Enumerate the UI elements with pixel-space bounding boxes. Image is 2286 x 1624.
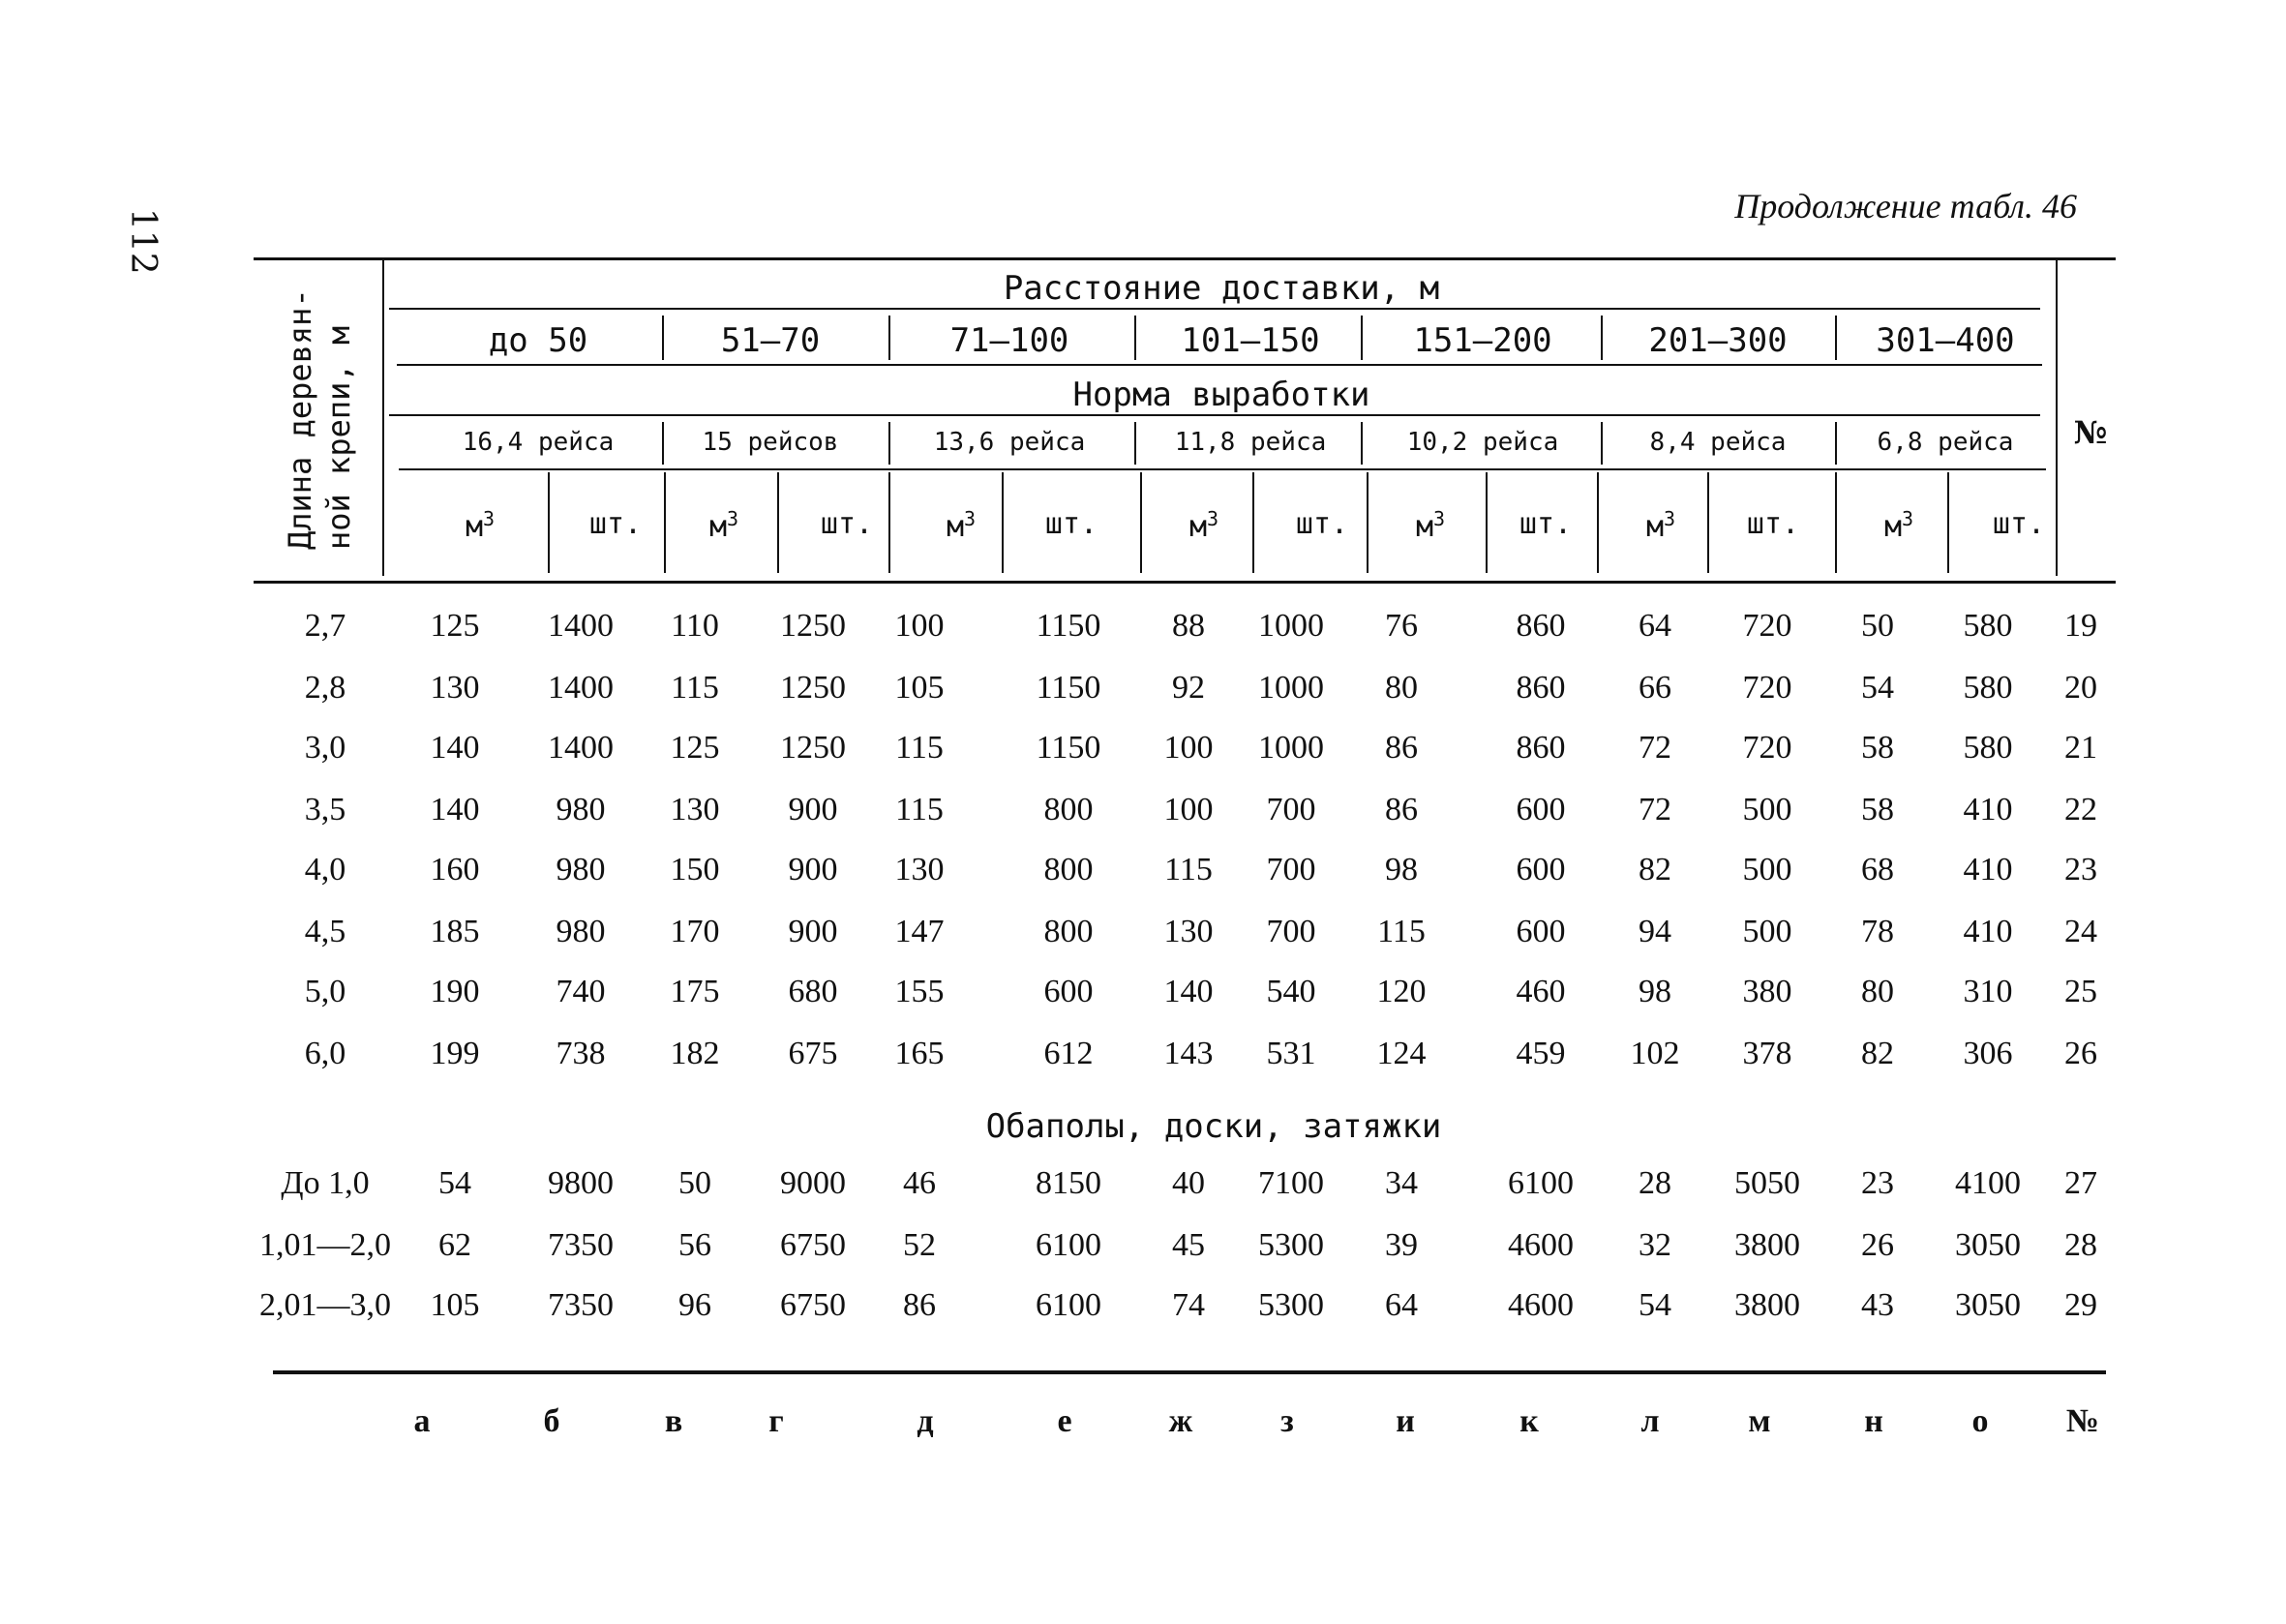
trips-divider [888, 422, 890, 465]
unit-divider [1707, 472, 1709, 573]
unit-divider [1835, 472, 1837, 573]
table-cell: 740 [556, 974, 606, 1009]
table-cell: 600 [1516, 914, 1566, 949]
unit-divider [1597, 472, 1599, 573]
distance-divider [1835, 316, 1837, 360]
table-cell: 980 [556, 792, 606, 827]
table-cell: 54 [438, 1165, 471, 1201]
norm-underline [389, 414, 2040, 416]
distance-divider [662, 316, 664, 360]
trips-count: 10,2 рейса [1406, 428, 1559, 457]
distance-divider [1601, 316, 1603, 360]
trips-count: 6,8 рейса [1877, 428, 2014, 457]
trips-divider [1361, 422, 1363, 465]
table-cell: 160 [430, 852, 480, 887]
distance-header: Расстояние доставки, м [1003, 269, 1440, 308]
distance-range: 151—200 [1413, 321, 1552, 360]
table-cell: 6750 [780, 1287, 846, 1323]
table-cell: 130 [1163, 914, 1214, 949]
table-cell: 140 [430, 730, 480, 766]
unit-pieces: шт. [588, 507, 643, 541]
row-length: 3,5 [304, 792, 346, 827]
table-cell: 50 [1861, 608, 1894, 644]
table-cell: 50 [678, 1165, 711, 1201]
table-cell: 700 [1266, 914, 1316, 949]
table-cell: 1000 [1258, 730, 1324, 766]
table-cell: 1250 [780, 670, 846, 706]
table-cell: 3800 [1734, 1287, 1800, 1323]
table-cell: 96 [678, 1287, 711, 1323]
table-cell: 62 [438, 1227, 471, 1263]
table-cell: 6100 [1508, 1165, 1574, 1201]
table-cell: 800 [1043, 914, 1094, 949]
table-cell: 46 [903, 1165, 936, 1201]
row-number: 23 [2064, 852, 2097, 887]
table-cell: 185 [430, 914, 480, 949]
table-cell: 4100 [1955, 1165, 2021, 1201]
row-length: 2,7 [304, 608, 346, 644]
table-cell: 580 [1963, 608, 2013, 644]
table-cell: 58 [1861, 792, 1894, 827]
table-cell: 39 [1385, 1227, 1418, 1263]
table-cell: 155 [894, 974, 945, 1009]
distance-range: до 50 [488, 321, 588, 360]
unit-m3: $м^3$ [1883, 507, 1914, 544]
table-cell: 100 [1163, 730, 1214, 766]
table-cell: 115 [1164, 852, 1213, 887]
table-cell: 143 [1163, 1036, 1214, 1071]
table-cell: 1250 [780, 608, 846, 644]
unit-pieces: шт. [1295, 507, 1349, 541]
column-letter: ж [1168, 1403, 1193, 1439]
unit-pieces: шт. [1519, 507, 1573, 541]
table-cell: 43 [1861, 1287, 1894, 1323]
distance-range: 301—400 [1876, 321, 2015, 360]
column-letter: з [1280, 1403, 1294, 1439]
table-cell: 140 [430, 792, 480, 827]
table-cell: 182 [670, 1036, 720, 1071]
table-cell: 80 [1861, 974, 1894, 1009]
table-cell: 100 [1163, 792, 1214, 827]
table-cell: 600 [1043, 974, 1094, 1009]
table-cell: 26 [1861, 1227, 1894, 1263]
table-cell: 130 [670, 792, 720, 827]
table-cell: 23 [1861, 1165, 1894, 1201]
table-cell: 4600 [1508, 1287, 1574, 1323]
table-cell: 5050 [1734, 1165, 1800, 1201]
unit-divider [1486, 472, 1488, 573]
section-title: Обаполы, доски, затяжки [985, 1107, 1442, 1146]
table-cell: 124 [1376, 1036, 1427, 1071]
distance-divider [888, 316, 890, 360]
unit-divider [777, 472, 779, 573]
trips-count: 15 рейсов [702, 428, 839, 457]
column-letter: № [2065, 1403, 2100, 1439]
table-cell: 6100 [1036, 1287, 1101, 1323]
table-cell: 9000 [780, 1165, 846, 1201]
table-cell: 738 [556, 1036, 606, 1071]
table-cell: 28 [1639, 1165, 1671, 1201]
table-cell: 100 [894, 608, 945, 644]
row-header-divider [382, 257, 384, 576]
column-letter: а [413, 1403, 431, 1439]
table-cell: 980 [556, 852, 606, 887]
table-cell: 56 [678, 1227, 711, 1263]
table-cell: 82 [1861, 1036, 1894, 1071]
trips-count: 16,4 рейса [462, 428, 615, 457]
table-cell: 612 [1043, 1036, 1094, 1071]
row-number: 20 [2064, 670, 2097, 706]
unit-divider [1947, 472, 1949, 573]
table-cell: 531 [1266, 1036, 1316, 1071]
table-cell: 4600 [1508, 1227, 1574, 1263]
table-cell: 900 [788, 792, 838, 827]
row-length: 2,8 [304, 670, 346, 706]
table-cell: 1400 [548, 608, 614, 644]
row-header-label: Длина деревян- ной крепи, м [282, 288, 357, 550]
table-cell: 130 [430, 670, 480, 706]
row-number: 19 [2064, 608, 2097, 644]
table-cell: 900 [788, 852, 838, 887]
table-cell: 980 [556, 914, 606, 949]
table-cell: 150 [670, 852, 720, 887]
table-cell: 700 [1266, 792, 1316, 827]
column-letter: е [1057, 1403, 1072, 1439]
table-cell: 6100 [1036, 1227, 1101, 1263]
table-cell: 115 [895, 792, 944, 827]
table-cell: 1400 [548, 670, 614, 706]
trips-count: 13,6 рейса [933, 428, 1086, 457]
table-cell: 45 [1172, 1227, 1205, 1263]
table-cell: 64 [1639, 608, 1671, 644]
distance-range: 201—300 [1648, 321, 1788, 360]
row-number: 29 [2064, 1287, 2097, 1323]
table-cell: 115 [671, 670, 719, 706]
row-number: 28 [2064, 1227, 2097, 1263]
table-cell: 86 [903, 1287, 936, 1323]
row-length: 3,0 [304, 730, 346, 766]
page-number: 112 [123, 208, 163, 275]
row-number: 26 [2064, 1036, 2097, 1071]
table-cell: 900 [788, 914, 838, 949]
table-cell: 8150 [1036, 1165, 1101, 1201]
table-cell: 306 [1963, 1036, 2013, 1071]
number-col-header: № [2073, 414, 2108, 451]
table-cell: 860 [1516, 670, 1566, 706]
row-number: 24 [2064, 914, 2097, 949]
table-cell: 125 [430, 608, 480, 644]
table-cell: 32 [1639, 1227, 1671, 1263]
row-length: 1,01—2,0 [259, 1227, 391, 1263]
table-cell: 410 [1963, 914, 2013, 949]
table-cell: 540 [1266, 974, 1316, 1009]
table-cell: 1150 [1036, 670, 1101, 706]
table-cell: 110 [671, 608, 719, 644]
table-cell: 500 [1742, 852, 1792, 887]
table-cell: 7350 [548, 1287, 614, 1323]
table-cell: 82 [1639, 852, 1671, 887]
table-cell: 86 [1385, 730, 1418, 766]
table-cell: 72 [1639, 792, 1671, 827]
table-cell: 140 [1163, 974, 1214, 1009]
table-cell: 40 [1172, 1165, 1205, 1201]
unit-m3: $м^3$ [1415, 507, 1446, 544]
table-cell: 125 [670, 730, 720, 766]
table-cell: 165 [894, 1036, 945, 1071]
column-letter: л [1640, 1403, 1660, 1439]
unit-m3: $м^3$ [1188, 507, 1219, 544]
table-cell: 860 [1516, 608, 1566, 644]
table-cell: 9800 [548, 1165, 614, 1201]
column-letter: н [1864, 1403, 1883, 1439]
column-letter: м [1748, 1403, 1771, 1439]
row-number: 25 [2064, 974, 2097, 1009]
unit-divider [888, 472, 890, 573]
table-cell: 5300 [1258, 1287, 1324, 1323]
table-cell: 410 [1963, 852, 2013, 887]
table-cell: 500 [1742, 914, 1792, 949]
unit-pieces: шт. [820, 507, 874, 541]
trips-divider [1835, 422, 1837, 465]
table-cell: 105 [894, 670, 945, 706]
table-cell: 58 [1861, 730, 1894, 766]
unit-pieces: шт. [1746, 507, 1800, 541]
table-cell: 52 [903, 1227, 936, 1263]
table-cell: 580 [1963, 730, 2013, 766]
table-cell: 78 [1861, 914, 1894, 949]
table-cell: 720 [1742, 730, 1792, 766]
table-cell: 115 [895, 730, 944, 766]
unit-pieces: шт. [1992, 507, 2046, 541]
row-number: 22 [2064, 792, 2097, 827]
table-cell: 190 [430, 974, 480, 1009]
column-letter: б [543, 1403, 560, 1439]
table-cell: 175 [670, 974, 720, 1009]
table-cell: 860 [1516, 730, 1566, 766]
table-cell: 580 [1963, 670, 2013, 706]
table-cell: 1000 [1258, 670, 1324, 706]
table-cell: 7350 [548, 1227, 614, 1263]
table-cell: 1250 [780, 730, 846, 766]
table-cell: 86 [1385, 792, 1418, 827]
table-cell: 74 [1172, 1287, 1205, 1323]
row-length: 2,01—3,0 [259, 1287, 391, 1323]
table-cell: 68 [1861, 852, 1894, 887]
column-letter: г [768, 1403, 784, 1439]
unit-divider [1140, 472, 1142, 573]
table-cell: 700 [1266, 852, 1316, 887]
table-cell: 720 [1742, 670, 1792, 706]
unit-divider [1252, 472, 1254, 573]
table-cell: 1150 [1036, 730, 1101, 766]
distance-divider [1361, 316, 1363, 360]
table-cell: 410 [1963, 792, 2013, 827]
table-cell: 459 [1516, 1036, 1566, 1071]
unit-divider [664, 472, 666, 573]
unit-m3: $м^3$ [946, 507, 977, 544]
distance-range: 71—100 [949, 321, 1069, 360]
table-cell: 66 [1639, 670, 1671, 706]
column-letter: и [1396, 1403, 1415, 1439]
trips-divider [662, 422, 664, 465]
table-cell: 102 [1630, 1036, 1680, 1071]
distance-range: 101—150 [1181, 321, 1320, 360]
table-cell: 76 [1385, 608, 1418, 644]
table-cell: 600 [1516, 852, 1566, 887]
table-cell: 34 [1385, 1165, 1418, 1201]
unit-pieces: шт. [1044, 507, 1098, 541]
trips-divider [1601, 422, 1603, 465]
unit-divider [1367, 472, 1369, 573]
row-length: 5,0 [304, 974, 346, 1009]
table-cell: 3050 [1955, 1227, 2021, 1263]
table-cell: 64 [1385, 1287, 1418, 1323]
table-cell: 720 [1742, 608, 1792, 644]
row-length: 4,5 [304, 914, 346, 949]
table-cell: 115 [1377, 914, 1426, 949]
table-cell: 72 [1639, 730, 1671, 766]
table-cell: 6750 [780, 1227, 846, 1263]
table-cell: 378 [1742, 1036, 1792, 1071]
unit-m3: $м^3$ [1645, 507, 1676, 544]
table-cell: 105 [430, 1287, 480, 1323]
table-cell: 130 [894, 852, 945, 887]
table-cell: 80 [1385, 670, 1418, 706]
table-cell: 680 [788, 974, 838, 1009]
table-cell: 94 [1639, 914, 1671, 949]
number-col-divider [2056, 257, 2058, 576]
table-cell: 800 [1043, 792, 1094, 827]
table-bottom-rule [273, 1370, 2106, 1374]
column-letter: в [664, 1403, 683, 1439]
unit-divider [1002, 472, 1004, 573]
trips-count: 11,8 рейса [1174, 428, 1327, 457]
column-letter: к [1519, 1403, 1539, 1439]
table-top-rule [254, 257, 2116, 260]
table-cell: 120 [1376, 974, 1427, 1009]
table-cell: 7100 [1258, 1165, 1324, 1201]
table-cell: 147 [894, 914, 945, 949]
trips-group-rule [399, 468, 2046, 470]
row-length: 4,0 [304, 852, 346, 887]
distance-range: 51—70 [720, 321, 821, 360]
unit-m3: $м^3$ [465, 507, 496, 544]
distance-underline [389, 308, 2040, 310]
row-length: 6,0 [304, 1036, 346, 1071]
unit-m3: $м^3$ [708, 507, 739, 544]
table-cell: 54 [1861, 670, 1894, 706]
table-cell: 800 [1043, 852, 1094, 887]
table-cell: 54 [1639, 1287, 1671, 1323]
table-cell: 1150 [1036, 608, 1101, 644]
table-cell: 98 [1385, 852, 1418, 887]
table-caption: Продолжение табл. 46 [1734, 187, 2077, 226]
table-cell: 3050 [1955, 1287, 2021, 1323]
table-cell: 500 [1742, 792, 1792, 827]
distance-divider [1134, 316, 1136, 360]
table-cell: 675 [788, 1036, 838, 1071]
table-cell: 5300 [1258, 1227, 1324, 1263]
column-letter: о [1971, 1403, 1989, 1439]
table-cell: 3800 [1734, 1227, 1800, 1263]
distance-group-rule [397, 364, 2042, 366]
table-cell: 380 [1742, 974, 1792, 1009]
table-cell: 1000 [1258, 608, 1324, 644]
table-cell: 460 [1516, 974, 1566, 1009]
table-cell: 1400 [548, 730, 614, 766]
trips-count: 8,4 рейса [1649, 428, 1787, 457]
table-cell: 170 [670, 914, 720, 949]
table-cell: 92 [1172, 670, 1205, 706]
norm-header: Норма выработки [1072, 376, 1370, 414]
column-letter: д [917, 1403, 934, 1439]
header-bottom-rule [254, 581, 2116, 584]
unit-divider [548, 472, 550, 573]
table-cell: 88 [1172, 608, 1205, 644]
table-cell: 98 [1639, 974, 1671, 1009]
table-cell: 600 [1516, 792, 1566, 827]
row-length: До 1,0 [281, 1165, 370, 1201]
trips-divider [1134, 422, 1136, 465]
row-number: 21 [2064, 730, 2097, 766]
table-cell: 199 [430, 1036, 480, 1071]
table-cell: 310 [1963, 974, 2013, 1009]
row-number: 27 [2064, 1165, 2097, 1201]
